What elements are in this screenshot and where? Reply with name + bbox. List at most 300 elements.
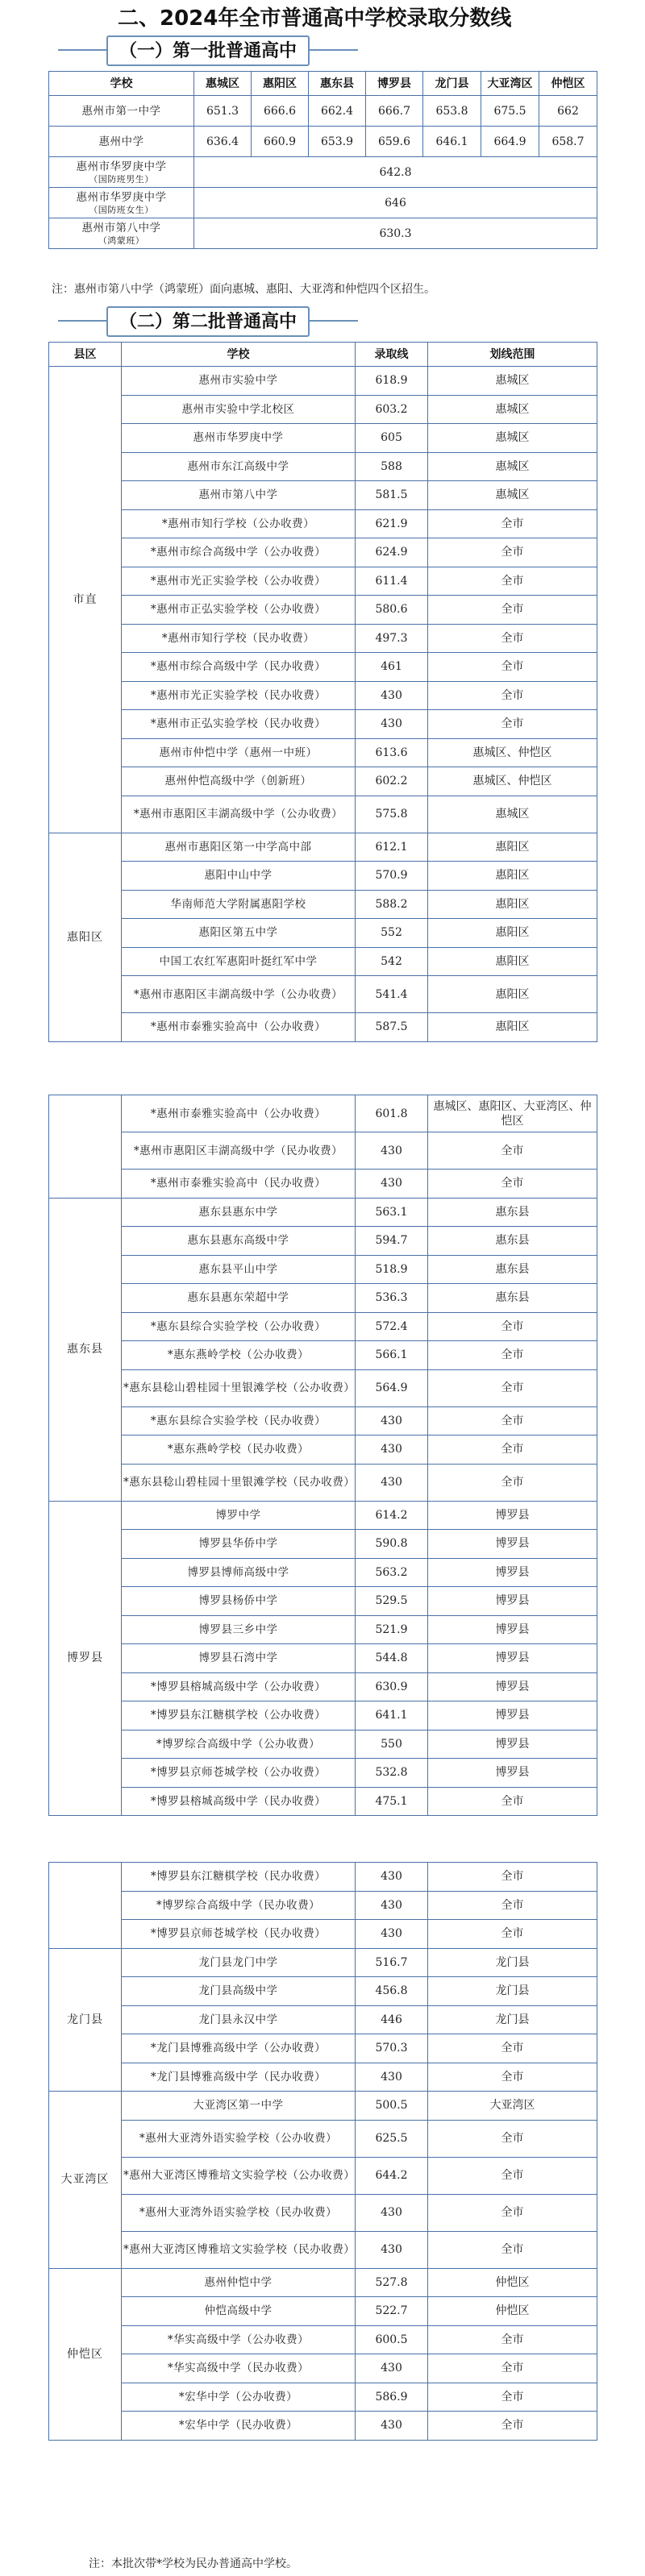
school-name: 惠东县惠东荣超中学 bbox=[122, 1284, 356, 1313]
school-name: *惠州市惠阳区丰湖高级中学（公办收费） bbox=[122, 796, 356, 833]
score-cell: 581.5 bbox=[356, 481, 428, 510]
school-name: 惠东县惠东高级中学 bbox=[122, 1227, 356, 1256]
score-cell: 662.4 bbox=[309, 96, 366, 127]
score-cell: 590.8 bbox=[356, 1530, 428, 1559]
range-cell: 博罗县 bbox=[428, 1501, 597, 1530]
range-cell: 惠城区 bbox=[428, 424, 597, 453]
range-cell: 惠城区、仲恺区 bbox=[428, 767, 597, 796]
batch2-row bbox=[49, 919, 597, 948]
school-name: 惠州市仲恺中学（惠州一中班） bbox=[122, 738, 356, 767]
school-name: *博罗县东江糖棋学校（民办收费） bbox=[122, 1863, 356, 1892]
batch2-row bbox=[49, 1615, 597, 1644]
score-cell: 675.5 bbox=[481, 96, 539, 127]
batch2-row bbox=[49, 890, 597, 919]
score-cell: 653.8 bbox=[423, 96, 481, 127]
range-cell: 全市 bbox=[428, 681, 597, 710]
batch2-row bbox=[49, 2231, 597, 2268]
batch2-row bbox=[49, 1787, 597, 1816]
school-name: *惠东县综合实验学校（公办收费） bbox=[122, 1312, 356, 1341]
batch2-table-section bbox=[48, 342, 597, 1042]
school-name: *惠州市泰雅实验高中（民办收费） bbox=[122, 1170, 356, 1199]
batch2-row bbox=[49, 1464, 597, 1501]
batch2-row bbox=[49, 395, 597, 424]
school-name: *博罗综合高级中学（民办收费） bbox=[122, 1891, 356, 1920]
school-name: 惠州中学 bbox=[49, 127, 194, 157]
school-name: *惠州市泰雅实验高中（公办收费） bbox=[122, 1095, 356, 1132]
score-cell: 430 bbox=[356, 2063, 428, 2092]
batch2-row bbox=[49, 2325, 597, 2354]
score-cell: 580.6 bbox=[356, 596, 428, 625]
score-cell: 430 bbox=[356, 2194, 428, 2231]
range-cell: 全市 bbox=[428, 710, 597, 739]
school-name: *惠东县稔山碧桂园十里银滩学校（公办收费） bbox=[122, 1369, 356, 1406]
score-cell: 430 bbox=[356, 1891, 428, 1920]
range-cell: 惠东县 bbox=[428, 1255, 597, 1284]
batch2-row bbox=[49, 1369, 597, 1406]
range-cell: 全市 bbox=[428, 2231, 597, 2268]
range-cell: 惠阳区 bbox=[428, 976, 597, 1013]
school-name: *宏华中学（民办收费） bbox=[122, 2412, 356, 2441]
range-cell: 惠城区 bbox=[428, 367, 597, 396]
batch2-row bbox=[49, 1312, 597, 1341]
score-cell: 586.9 bbox=[356, 2383, 428, 2412]
score-cell: 542 bbox=[356, 947, 428, 976]
score-cell: 572.4 bbox=[356, 1312, 428, 1341]
score-cell: 618.9 bbox=[356, 367, 428, 396]
batch2-row bbox=[49, 796, 597, 833]
school-name: 中国工农红军惠阳叶挺红军中学 bbox=[122, 947, 356, 976]
score-cell: 475.1 bbox=[356, 1787, 428, 1816]
range-cell: 博罗县 bbox=[428, 1558, 597, 1587]
school-name: 惠州市第一中学 bbox=[49, 96, 194, 127]
batch2-row bbox=[49, 1013, 597, 1042]
score-cell: 430 bbox=[356, 2231, 428, 2268]
county-cell: 大亚湾区 bbox=[49, 2092, 122, 2269]
score-cell: 516.7 bbox=[356, 1948, 428, 1977]
batch2-row bbox=[49, 2034, 597, 2063]
score-cell: 430 bbox=[356, 1920, 428, 1949]
batch2-row bbox=[49, 567, 597, 596]
score-cell: 611.4 bbox=[356, 567, 428, 596]
batch2-row bbox=[49, 2383, 597, 2412]
range-cell: 惠城区 bbox=[428, 796, 597, 833]
batch2-heading: （二）第二批普通高中 bbox=[106, 306, 310, 337]
school-name: *惠州市知行学校（公办收费） bbox=[122, 509, 356, 538]
range-cell: 博罗县 bbox=[428, 1587, 597, 1616]
school-name: *惠州市综合高级中学（公办收费） bbox=[122, 538, 356, 567]
batch2-row bbox=[49, 596, 597, 625]
batch1-header-cell: 惠城区 bbox=[194, 72, 252, 96]
range-cell: 惠城区 bbox=[428, 395, 597, 424]
batch2-row bbox=[49, 1501, 597, 1530]
school-name: *惠州市惠阳区丰湖高级中学（公办收费） bbox=[122, 976, 356, 1013]
score-cell: 642.8 bbox=[194, 157, 597, 188]
batch2-row bbox=[49, 481, 597, 510]
school-name: *惠州大亚湾区博雅培文实验学校（民办收费） bbox=[122, 2231, 356, 2268]
batch2-row bbox=[49, 452, 597, 481]
score-cell: 430 bbox=[356, 1464, 428, 1501]
school-name: 惠州市华罗庚中学 bbox=[122, 424, 356, 453]
range-cell: 博罗县 bbox=[428, 1672, 597, 1701]
batch2-row bbox=[49, 1920, 597, 1949]
range-cell: 龙门县 bbox=[428, 1977, 597, 2006]
school-name: *惠州市正弘实验学校（公办收费） bbox=[122, 596, 356, 625]
batch1-heading: （一）第一批普通高中 bbox=[106, 35, 310, 66]
range-cell: 全市 bbox=[428, 2063, 597, 2092]
batch2-row bbox=[49, 1132, 597, 1170]
range-cell: 全市 bbox=[428, 1464, 597, 1501]
batch2-row bbox=[49, 509, 597, 538]
range-cell: 全市 bbox=[428, 1132, 597, 1170]
score-cell: 566.1 bbox=[356, 1341, 428, 1370]
score-cell: 630.9 bbox=[356, 1672, 428, 1701]
batch2-footnote: 注：本批次带*学校为民办普通高中学校。 bbox=[89, 2557, 298, 2570]
range-cell: 龙门县 bbox=[428, 1948, 597, 1977]
batch2-row bbox=[49, 976, 597, 1013]
range-cell: 全市 bbox=[428, 624, 597, 653]
score-cell: 625.5 bbox=[356, 2120, 428, 2157]
range-cell: 博罗县 bbox=[428, 1759, 597, 1788]
batch1-header-row bbox=[49, 72, 597, 96]
school-name-main: 惠州市华罗庚中学 bbox=[76, 190, 167, 204]
score-cell: 664.9 bbox=[481, 127, 539, 157]
batch2-row bbox=[49, 1530, 597, 1559]
score-cell: 497.3 bbox=[356, 624, 428, 653]
score-cell: 550 bbox=[356, 1730, 428, 1759]
score-cell: 461 bbox=[356, 653, 428, 682]
batch2-row bbox=[49, 1891, 597, 1920]
school-name: 惠阳中山中学 bbox=[122, 862, 356, 891]
range-cell: 仲恺区 bbox=[428, 2268, 597, 2297]
score-cell: 662 bbox=[539, 96, 597, 127]
school-name-main: 惠州市华罗庚中学 bbox=[76, 160, 167, 173]
page-title: 二、2024年全市普通高中学校录取分数线 bbox=[118, 6, 512, 31]
batch2-row bbox=[49, 1435, 597, 1465]
batch2-row bbox=[49, 833, 597, 862]
school-name: *博罗县榕城高级中学（民办收费） bbox=[122, 1787, 356, 1816]
range-cell: 全市 bbox=[428, 567, 597, 596]
batch2-row bbox=[49, 862, 597, 891]
school-name: *惠州市光正实验学校（公办收费） bbox=[122, 567, 356, 596]
school-name: 博罗县石湾中学 bbox=[122, 1644, 356, 1673]
score-cell: 658.7 bbox=[539, 127, 597, 157]
range-cell: 博罗县 bbox=[428, 1730, 597, 1759]
batch2-row bbox=[49, 767, 597, 796]
batch1-row bbox=[49, 127, 597, 157]
range-cell: 惠阳区 bbox=[428, 1013, 597, 1042]
batch2-row bbox=[49, 624, 597, 653]
school-name: *惠州大亚湾外语实验学校（民办收费） bbox=[122, 2194, 356, 2231]
range-cell: 博罗县 bbox=[428, 1701, 597, 1730]
range-cell: 惠阳区 bbox=[428, 919, 597, 948]
range-cell: 惠东县 bbox=[428, 1198, 597, 1227]
score-cell: 646.1 bbox=[423, 127, 481, 157]
batch2-row bbox=[49, 2297, 597, 2326]
school-name: *惠东燕岭学校（公办收费） bbox=[122, 1341, 356, 1370]
school-name: 惠东县平山中学 bbox=[122, 1255, 356, 1284]
score-cell: 532.8 bbox=[356, 1759, 428, 1788]
school-name-main: 惠州市第八中学 bbox=[81, 221, 161, 235]
range-cell: 全市 bbox=[428, 1435, 597, 1465]
score-cell: 521.9 bbox=[356, 1615, 428, 1644]
score-cell: 612.1 bbox=[356, 833, 428, 862]
range-cell: 全市 bbox=[428, 2325, 597, 2354]
score-cell: 536.3 bbox=[356, 1284, 428, 1313]
score-cell: 527.8 bbox=[356, 2268, 428, 2297]
school-name: 惠州市实验中学北校区 bbox=[122, 395, 356, 424]
score-cell: 430 bbox=[356, 1863, 428, 1892]
score-cell: 529.5 bbox=[356, 1587, 428, 1616]
score-cell: 588 bbox=[356, 452, 428, 481]
range-cell: 全市 bbox=[428, 1406, 597, 1435]
score-cell: 518.9 bbox=[356, 1255, 428, 1284]
score-cell: 430 bbox=[356, 1435, 428, 1465]
school-name: 惠州市惠阳区第一中学高中部 bbox=[122, 833, 356, 862]
county-cell: 市直 bbox=[49, 367, 122, 833]
range-cell: 全市 bbox=[428, 1863, 597, 1892]
score-cell: 430 bbox=[356, 1406, 428, 1435]
range-cell: 博罗县 bbox=[428, 1615, 597, 1644]
batch1-special-row bbox=[49, 157, 597, 188]
score-cell: 636.4 bbox=[194, 127, 252, 157]
school-name: 博罗县杨侨中学 bbox=[122, 1587, 356, 1616]
county-cell: 惠东县 bbox=[49, 1198, 122, 1501]
batch2-row bbox=[49, 538, 597, 567]
score-cell: 666.7 bbox=[366, 96, 423, 127]
school-name bbox=[49, 188, 194, 218]
score-cell: 630.3 bbox=[194, 218, 597, 249]
batch1-special-row bbox=[49, 218, 597, 249]
score-cell: 594.7 bbox=[356, 1227, 428, 1256]
batch2-row bbox=[49, 1672, 597, 1701]
score-cell: 613.6 bbox=[356, 738, 428, 767]
batch1-header-cell: 龙门县 bbox=[423, 72, 481, 96]
range-cell: 仲恺区 bbox=[428, 2297, 597, 2326]
school-name: *龙门县博雅高级中学（公办收费） bbox=[122, 2034, 356, 2063]
score-cell: 544.8 bbox=[356, 1644, 428, 1673]
batch2-row bbox=[49, 424, 597, 453]
batch2-row bbox=[49, 2354, 597, 2383]
school-name: *华实高级中学（公办收费） bbox=[122, 2325, 356, 2354]
range-cell: 全市 bbox=[428, 1341, 597, 1370]
range-cell: 全市 bbox=[428, 538, 597, 567]
school-name: *博罗县东江糖棋学校（公办收费） bbox=[122, 1701, 356, 1730]
score-cell: 430 bbox=[356, 681, 428, 710]
range-cell: 惠阳区 bbox=[428, 862, 597, 891]
range-cell: 惠城区 bbox=[428, 452, 597, 481]
batch1-header-cell: 博罗县 bbox=[366, 72, 423, 96]
range-cell: 全市 bbox=[428, 2383, 597, 2412]
score-cell: 603.2 bbox=[356, 395, 428, 424]
score-cell: 602.2 bbox=[356, 767, 428, 796]
batch2-row bbox=[49, 1759, 597, 1788]
school-name bbox=[49, 218, 194, 249]
batch2-row bbox=[49, 1284, 597, 1313]
range-cell: 全市 bbox=[428, 2354, 597, 2383]
score-cell: 430 bbox=[356, 1132, 428, 1170]
school-name: *惠州市惠阳区丰湖高级中学（民办收费） bbox=[122, 1132, 356, 1170]
batch2-row bbox=[49, 1255, 597, 1284]
score-cell: 605 bbox=[356, 424, 428, 453]
batch2-row bbox=[49, 2412, 597, 2441]
batch2-header-cell: 录取线 bbox=[356, 343, 428, 367]
batch1-header-cell: 惠阳区 bbox=[252, 72, 309, 96]
range-cell: 惠城区 bbox=[428, 481, 597, 510]
score-cell: 552 bbox=[356, 919, 428, 948]
range-cell: 全市 bbox=[428, 2157, 597, 2194]
school-name: *博罗综合高级中学（公办收费） bbox=[122, 1730, 356, 1759]
batch1-special-row bbox=[49, 188, 597, 218]
score-cell: 587.5 bbox=[356, 1013, 428, 1042]
batch1-footnote: 注：惠州市第八中学（鸿蒙班）面向惠城、惠阳、大亚湾和仲恺四个区招生。 bbox=[52, 283, 435, 296]
range-cell: 全市 bbox=[428, 2194, 597, 2231]
batch1-row bbox=[49, 96, 597, 127]
school-name: *惠州市泰雅实验高中（公办收费） bbox=[122, 1013, 356, 1042]
range-cell: 全市 bbox=[428, 1170, 597, 1199]
batch2-row bbox=[49, 1948, 597, 1977]
batch2-row bbox=[49, 1863, 597, 1892]
school-name: *惠东县综合实验学校（民办收费） bbox=[122, 1406, 356, 1435]
school-name: 博罗县博师高级中学 bbox=[122, 1558, 356, 1587]
school-name: 大亚湾区第一中学 bbox=[122, 2092, 356, 2121]
score-cell: 564.9 bbox=[356, 1369, 428, 1406]
batch2-row bbox=[49, 2092, 597, 2121]
school-name: *博罗县京师苍城学校（民办收费） bbox=[122, 1920, 356, 1949]
school-name: 惠州仲恺中学 bbox=[122, 2268, 356, 2297]
batch2-row bbox=[49, 1701, 597, 1730]
school-name: 仲恺高级中学 bbox=[122, 2297, 356, 2326]
batch1-header-cell: 学校 bbox=[49, 72, 194, 96]
score-cell: 575.8 bbox=[356, 796, 428, 833]
school-name bbox=[49, 157, 194, 188]
school-name: *惠州市知行学校（民办收费） bbox=[122, 624, 356, 653]
batch2-row bbox=[49, 653, 597, 682]
range-cell: 全市 bbox=[428, 653, 597, 682]
batch2-row bbox=[49, 1198, 597, 1227]
batch2-header-cell: 学校 bbox=[122, 343, 356, 367]
county-cell: 仲恺区 bbox=[49, 2268, 122, 2440]
school-name: 博罗县三乡中学 bbox=[122, 1615, 356, 1644]
batch2-table-section bbox=[48, 1862, 597, 2441]
school-name: *惠州市正弘实验学校（民办收费） bbox=[122, 710, 356, 739]
score-cell: 430 bbox=[356, 1170, 428, 1199]
school-name: 惠州市东江高级中学 bbox=[122, 452, 356, 481]
batch2-row bbox=[49, 2120, 597, 2157]
school-name-note: （鸿蒙班） bbox=[98, 235, 145, 246]
range-cell: 全市 bbox=[428, 1312, 597, 1341]
school-name-note: （国防班男生） bbox=[89, 173, 154, 185]
batch2-row bbox=[49, 1227, 597, 1256]
school-name: 惠东县惠东中学 bbox=[122, 1198, 356, 1227]
school-name: 华南师范大学附属惠阳学校 bbox=[122, 890, 356, 919]
school-name: 龙门县龙门中学 bbox=[122, 1948, 356, 1977]
score-cell: 430 bbox=[356, 2354, 428, 2383]
score-cell: 570.3 bbox=[356, 2034, 428, 2063]
batch2-row bbox=[49, 1341, 597, 1370]
batch1-header-cell: 仲恺区 bbox=[539, 72, 597, 96]
score-cell: 641.1 bbox=[356, 1701, 428, 1730]
score-cell: 588.2 bbox=[356, 890, 428, 919]
school-name: *博罗县榕城高级中学（公办收费） bbox=[122, 1672, 356, 1701]
score-cell: 430 bbox=[356, 2412, 428, 2441]
school-name: *惠东燕岭学校（民办收费） bbox=[122, 1435, 356, 1465]
school-name: 惠州市实验中学 bbox=[122, 367, 356, 396]
score-cell: 651.3 bbox=[194, 96, 252, 127]
school-name: *宏华中学（公办收费） bbox=[122, 2383, 356, 2412]
batch2-row bbox=[49, 1730, 597, 1759]
batch1-header-cell: 惠东县 bbox=[309, 72, 366, 96]
score-cell: 644.2 bbox=[356, 2157, 428, 2194]
range-cell: 惠城区、仲恺区 bbox=[428, 738, 597, 767]
school-name: *惠州大亚湾外语实验学校（公办收费） bbox=[122, 2120, 356, 2157]
batch1-table bbox=[48, 71, 597, 249]
score-cell: 563.1 bbox=[356, 1198, 428, 1227]
score-cell: 621.9 bbox=[356, 509, 428, 538]
batch2-row bbox=[49, 1644, 597, 1673]
score-cell: 653.9 bbox=[309, 127, 366, 157]
batch2-row bbox=[49, 1558, 597, 1587]
range-cell: 全市 bbox=[428, 2034, 597, 2063]
range-cell: 全市 bbox=[428, 2412, 597, 2441]
score-cell: 601.8 bbox=[356, 1095, 428, 1132]
school-name: *惠州市综合高级中学（民办收费） bbox=[122, 653, 356, 682]
batch2-table-section bbox=[48, 1095, 597, 1816]
batch2-row bbox=[49, 367, 597, 396]
range-cell: 全市 bbox=[428, 2120, 597, 2157]
batch2-row bbox=[49, 681, 597, 710]
range-cell: 惠阳区 bbox=[428, 890, 597, 919]
score-cell: 624.9 bbox=[356, 538, 428, 567]
county-cell: 惠阳区 bbox=[49, 833, 122, 1041]
county-cell bbox=[49, 1863, 122, 1949]
range-cell: 全市 bbox=[428, 1369, 597, 1406]
range-cell: 全市 bbox=[428, 596, 597, 625]
range-cell: 大亚湾区 bbox=[428, 2092, 597, 2121]
score-cell: 666.6 bbox=[252, 96, 309, 127]
score-cell: 659.6 bbox=[366, 127, 423, 157]
score-cell: 660.9 bbox=[252, 127, 309, 157]
school-name: *华实高级中学（民办收费） bbox=[122, 2354, 356, 2383]
score-cell: 500.5 bbox=[356, 2092, 428, 2121]
range-cell: 博罗县 bbox=[428, 1530, 597, 1559]
batch1-header-cell: 大亚湾区 bbox=[481, 72, 539, 96]
range-cell: 全市 bbox=[428, 1920, 597, 1949]
range-cell: 惠东县 bbox=[428, 1227, 597, 1256]
school-name: *惠州大亚湾区博雅培文实验学校（公办收费） bbox=[122, 2157, 356, 2194]
score-cell: 456.8 bbox=[356, 1977, 428, 2006]
batch2-row bbox=[49, 2194, 597, 2231]
batch2-header-row bbox=[49, 343, 597, 367]
range-cell: 惠城区、惠阳区、大亚湾区、仲恺区 bbox=[428, 1095, 597, 1132]
range-cell: 惠阳区 bbox=[428, 833, 597, 862]
batch2-row bbox=[49, 1406, 597, 1435]
score-cell: 600.5 bbox=[356, 2325, 428, 2354]
county-cell bbox=[49, 1095, 122, 1199]
batch2-row bbox=[49, 1170, 597, 1199]
batch2-row bbox=[49, 738, 597, 767]
school-name: 博罗县华侨中学 bbox=[122, 1530, 356, 1559]
county-cell: 龙门县 bbox=[49, 1948, 122, 2092]
school-name: 龙门县高级中学 bbox=[122, 1977, 356, 2006]
score-cell: 570.9 bbox=[356, 862, 428, 891]
range-cell: 全市 bbox=[428, 509, 597, 538]
range-cell: 全市 bbox=[428, 1891, 597, 1920]
range-cell: 全市 bbox=[428, 1787, 597, 1816]
school-name: *惠东县稔山碧桂园十里银滩学校（民办收费） bbox=[122, 1464, 356, 1501]
batch2-row bbox=[49, 2063, 597, 2092]
batch2-row bbox=[49, 1977, 597, 2006]
score-cell: 446 bbox=[356, 2005, 428, 2034]
